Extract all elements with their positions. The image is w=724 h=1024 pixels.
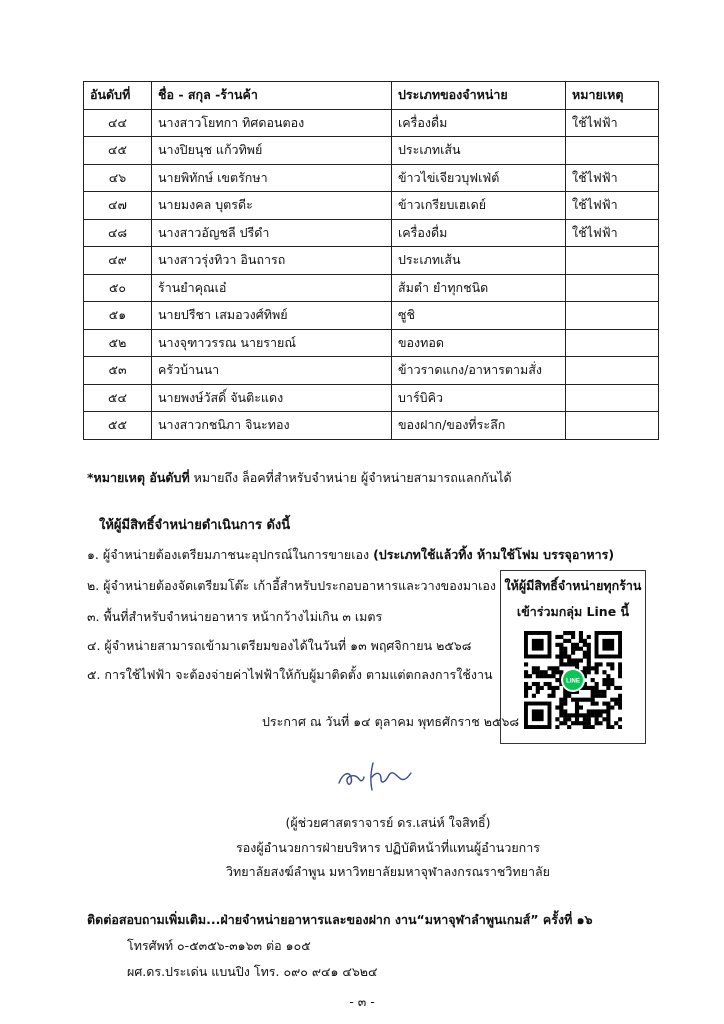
cell-remark — [566, 412, 659, 440]
vendor-table — [83, 81, 659, 440]
instruction-item-4: ๔. ผู้จำหน่ายสามารถเข้ามาเตรียมของได้ในวันที่ ๑๓ พฤศจิกายน ๒๕๖๘ — [87, 638, 472, 653]
cell-product-type: ของทอด — [392, 329, 566, 357]
cell-remark — [566, 302, 659, 330]
table-row — [84, 384, 659, 412]
cell-remark: ใช้ไฟฟ้า — [566, 164, 659, 192]
cell-remark — [566, 247, 659, 275]
cell-product-type: ข้าวเกรียบเฮเดย์ — [392, 192, 566, 220]
cell-rank: ๔๔ — [84, 109, 152, 137]
cell-rank: ๕๐ — [84, 274, 152, 302]
instructions-heading: ให้ผู้มีสิทธิ์จำหน่ายดำเนินการ ดังนี้ — [99, 518, 291, 533]
cell-product-type: ของฝาก/ของที่ระลึก — [392, 412, 566, 440]
cell-remark: ใช้ไฟฟ้า — [566, 109, 659, 137]
cell-remark — [566, 357, 659, 385]
cell-rank: ๔๕ — [84, 137, 152, 165]
cell-name: นางสาวโยทกา ทิศดอนตอง — [152, 109, 392, 137]
page-number: - ๓ - — [349, 994, 375, 1009]
cell-name: นางสาวอัญชลี ปรีดำ — [152, 219, 392, 247]
cell-name: นางสาวกชนิภา จินะทอง — [152, 412, 392, 440]
cell-product-type: ซูชิ — [392, 302, 566, 330]
cell-rank: ๕๔ — [84, 384, 152, 412]
header-rank: อันดับที่ — [84, 82, 152, 110]
cell-product-type: บาร์บิคิว — [392, 384, 566, 412]
handwritten-signature — [335, 757, 415, 795]
cell-remark — [566, 384, 659, 412]
table-row — [84, 329, 659, 357]
contact-phone: โทรศัพท์ ๐-๕๓๕๖-๓๑๖๓ ต่อ ๑๐๕ — [127, 938, 311, 953]
header-remark: หมายเหตุ — [566, 82, 659, 110]
cell-product-type: ข้าวไข่เจียวบุฟเฟ่ต์ — [392, 164, 566, 192]
cell-rank: ๕๕ — [84, 412, 152, 440]
table-header-row — [84, 82, 659, 110]
instruction-item-1-bold: (ประเภทใช้แล้วทิ้ง ห้ามใช้โฟม บรรจุอาหาร) — [373, 547, 615, 562]
cell-name: ร้านยำคุณเอ๋ — [152, 274, 392, 302]
line-group-box — [500, 570, 646, 744]
cell-rank: ๔๖ — [84, 164, 152, 192]
table-row — [84, 109, 659, 137]
cell-rank: ๔๘ — [84, 219, 152, 247]
instruction-item-1-text: ๑. ผู้จำหน่ายต้องเตรียมภาชนะอุปกรณ์ในการขายเอง — [87, 547, 374, 562]
cell-name: นายปรีชา เสมอวงศ์ทิพย์ — [152, 302, 392, 330]
cell-product-type: เครื่องดื่ม — [392, 109, 566, 137]
instruction-item-3: ๓. พื้นที่สำหรับจำหน่ายอาหาร หน้ากว้างไม่เกิน ๓ เมตร — [87, 609, 383, 624]
svg-text:LINE: LINE — [566, 678, 580, 685]
header-product-type: ประเภทของจำหน่าย — [392, 82, 566, 110]
announcement-date: ประกาศ ณ วันที่ ๑๔ ตุลาคม พุทธศักราช ๒๕๖๘ — [262, 714, 520, 729]
cell-remark — [566, 137, 659, 165]
table-footnote — [87, 468, 512, 488]
instruction-item-5: ๕. การใช้ไฟฟ้า จะต้องจ่ายค่าไฟฟ้าให้กับผู้มาติดตั้ง ตามแต่ตกลงการใช้งาน — [87, 667, 493, 682]
cell-product-type: ประเภทเส้น — [392, 247, 566, 275]
cell-rank: ๕๒ — [84, 329, 152, 357]
cell-rank: ๔๙ — [84, 247, 152, 275]
table-row — [84, 247, 659, 275]
cell-product-type: ข้าวราดแกง/อาหารตามสั่ง — [392, 357, 566, 385]
cell-name: นายพงษ์วัสดิ์ จันติะแดง — [152, 384, 392, 412]
contact-person: ผศ.ดร.ประเด่น แบนปิง โทร. ๐๙๐ ๙๔๑ ๔๖๒๔ — [127, 964, 378, 979]
table-row — [84, 164, 659, 192]
signatory-institution: วิทยาลัยสงฆ์ลำพูน มหาวิทยาลัยมหาจุฬาลงกรณราชวิทยาลัย — [226, 864, 550, 879]
cell-name: ครัวบ้านนา — [152, 357, 392, 385]
cell-product-type: ส้มตำ ยำทุกชนิด — [392, 274, 566, 302]
line-box-text-2: เข้าร่วมกลุ่ม Line นี้ — [516, 604, 630, 619]
footnote-label: *หมายเหตุ อันดับที่ — [87, 470, 190, 485]
cell-rank: ๔๗ — [84, 192, 152, 220]
table-row — [84, 137, 659, 165]
signatory-position: รองผู้อำนวยการฝ่ายบริหาร ปฏิบัติหน้าที่แทนผู้อำนวยการ — [236, 840, 540, 855]
cell-remark: ใช้ไฟฟ้า — [566, 219, 659, 247]
line-qr-code[interactable] — [524, 631, 622, 729]
cell-remark — [566, 274, 659, 302]
cell-name: นายมงคล บุตรดีะ — [152, 192, 392, 220]
cell-rank: ๕๓ — [84, 357, 152, 385]
instruction-item-2: ๒. ผู้จำหน่ายต้องจัดเตรียมโต๊ะ เก้าอี้สำหรับประกอบอาหารและวางของมาเอง — [87, 578, 496, 593]
table-row — [84, 219, 659, 247]
header-name: ชื่อ - สกุล -ร้านค้า — [152, 82, 392, 110]
cell-remark — [566, 329, 659, 357]
line-logo-icon — [561, 668, 585, 692]
cell-product-type: ประเภทเส้น — [392, 137, 566, 165]
table-body — [84, 109, 659, 439]
cell-name: นางจุฑาวรรณ นายรายณ์ — [152, 329, 392, 357]
contact-title: ติดต่อสอบถามเพิ่มเติม...ฝ่ายจำหน่ายอาหารและของฝาก งาน“มหาจุฬาลำพูนเกมส์” ครั้งที่ ๑๖ — [87, 912, 593, 927]
cell-product-type: เครื่องดื่ม — [392, 219, 566, 247]
table-row — [84, 412, 659, 440]
cell-rank: ๕๑ — [84, 302, 152, 330]
instruction-item-1 — [87, 545, 614, 565]
cell-name: นางปิยนุช แก้วทิพย์ — [152, 137, 392, 165]
footnote-text: หมายถึง ล็อคที่สำหรับจำหน่าย ผู้จำหน่ายสามารถแลกกันได้ — [189, 470, 512, 485]
cell-name: นางสาวรุ่งทิวา อินถารถ — [152, 247, 392, 275]
signatory-name: (ผู้ช่วยศาสตราจารย์ ดร.เสน่ห์ ใจสิทธิ์) — [285, 815, 491, 830]
table-row — [84, 274, 659, 302]
table-row — [84, 357, 659, 385]
line-box-text-1: ให้ผู้มีสิทธิ์จำหน่ายทุกร้าน — [504, 578, 642, 593]
table-row — [84, 192, 659, 220]
cell-name: นายพิทักษ์ เขตรักษา — [152, 164, 392, 192]
table-row — [84, 302, 659, 330]
cell-remark: ใช้ไฟฟ้า — [566, 192, 659, 220]
